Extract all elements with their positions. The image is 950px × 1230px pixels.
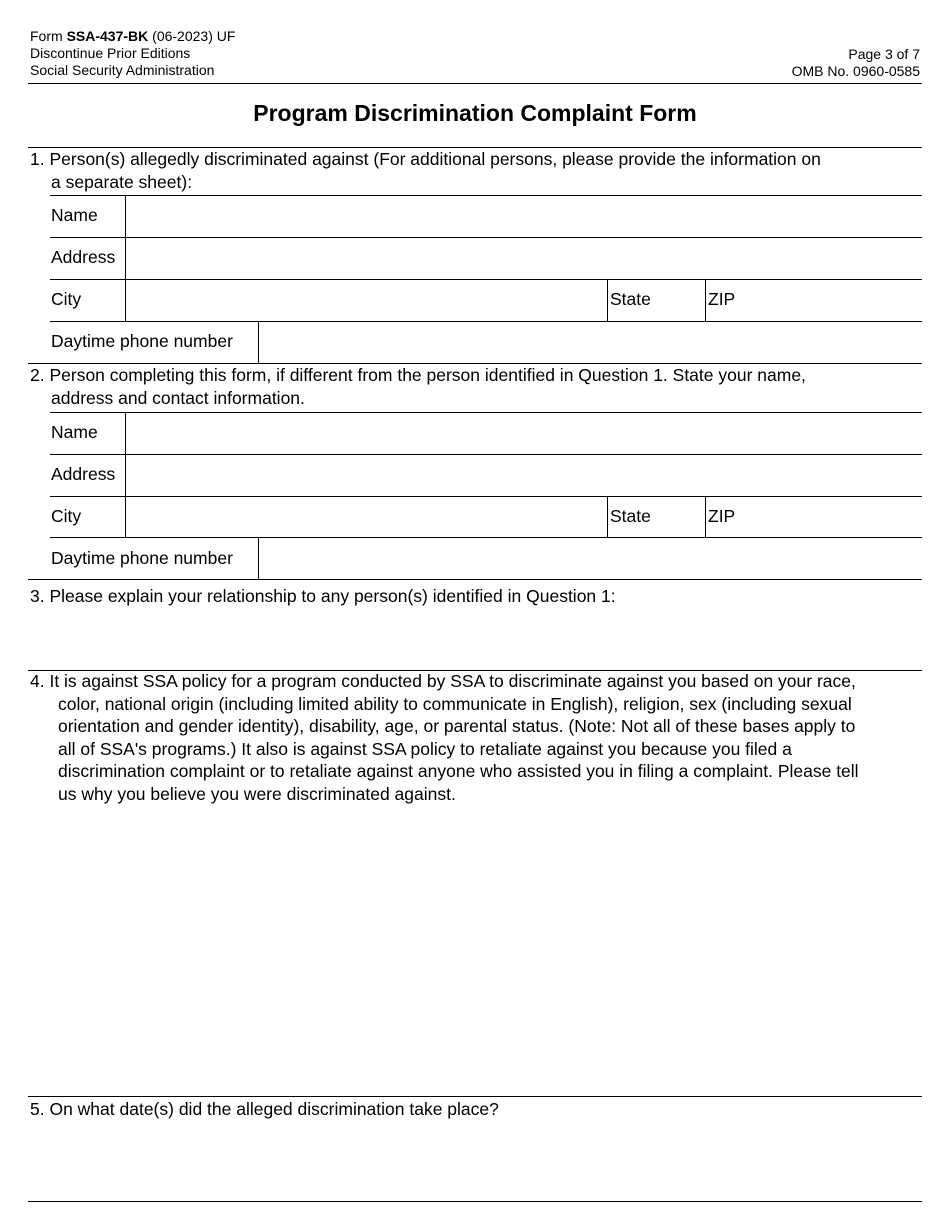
q2-zip-label: ZIP: [708, 506, 736, 526]
q2-zip-input[interactable]: [745, 497, 924, 539]
form-header-left: [30, 28, 235, 79]
q2-name-label: Name: [51, 422, 98, 442]
q1-phone-input[interactable]: [260, 322, 924, 364]
q1-state-label: State: [610, 289, 651, 309]
q3-top-rule: [28, 579, 922, 580]
page-number: Page 3 of 7: [848, 46, 920, 62]
agency-name: Social Security Administration: [30, 62, 215, 78]
q1-label-col-divider: [125, 195, 126, 321]
omb-number: OMB No. 0960-0585: [791, 63, 920, 79]
q2-state-divider: [607, 496, 608, 537]
q2-city-label: City: [51, 506, 82, 526]
q2-label-col-divider: [125, 412, 126, 537]
q5-top-rule: [28, 1096, 922, 1097]
q1-zip-divider: [705, 279, 706, 321]
q1-name-label: Name: [51, 205, 98, 225]
q1-state-input[interactable]: [655, 280, 707, 322]
q3-text: 3. Please explain your relationship to any person(s) identified in Question 1:: [30, 586, 616, 606]
q2-zip-divider: [705, 496, 706, 537]
form-header-right: [792, 46, 920, 80]
q2-state-label: State: [610, 506, 651, 526]
q1-text: 1. Person(s) allegedly discriminated against (For additional persons, please provide the information on a separate sheet):: [30, 149, 821, 192]
q1-phone-label: Daytime phone number: [51, 331, 233, 351]
q2-name-input[interactable]: [127, 413, 924, 455]
q1-zip-label: ZIP: [708, 289, 736, 309]
q2-phone-divider: [258, 537, 259, 579]
form-number: SSA-437-BK: [66, 28, 149, 44]
q2-text: 2. Person completing this form, if different from the person identified in Question 1. State your name, address and contact information.: [30, 365, 806, 408]
q1-address-label: Address: [51, 247, 116, 267]
q2-city-input[interactable]: [127, 497, 609, 539]
q1-name-input[interactable]: [127, 196, 924, 238]
form-id: Form SSA-437-BK (06-2023) UF: [30, 28, 236, 44]
q1-zip-input[interactable]: [745, 280, 924, 322]
q2-address-input[interactable]: [127, 455, 924, 497]
q4-text: 4. It is against SSA policy for a program conducted by SSA to discriminate against you based on your race, color, national origin (including limited ability to communicate in English), religion, sex (including sexual orientation and gender identity), disability, age, or parental status. (Note: Not all of these bases apply to all of SSA's programs.) It also is against SSA policy to retaliate against you because you filed a discrimination complaint or to retaliate against anyone who assisted you in filing a complaint. Please tell us why you believe you were discriminated against.: [30, 671, 859, 804]
q2-state-input[interactable]: [655, 497, 707, 539]
q2-phone-label: Daytime phone number: [51, 548, 233, 568]
q1-phone-divider: [258, 321, 259, 363]
q1-city-input[interactable]: [127, 280, 609, 322]
page-title: Program Discrimination Complaint Form: [253, 100, 697, 126]
q2-address-label: Address: [51, 464, 116, 484]
q5-answer-area[interactable]: [30, 1124, 924, 1200]
q1-state-divider: [607, 279, 608, 321]
discontinue-notice: Discontinue Prior Editions: [30, 45, 191, 61]
q5-bottom-rule: [28, 1201, 922, 1202]
q1-address-input[interactable]: [127, 238, 924, 280]
q1-city-label: City: [51, 289, 82, 309]
q5-text: 5. On what date(s) did the alleged discrimination take place?: [30, 1099, 499, 1119]
q3-answer-area[interactable]: [30, 610, 924, 670]
header-divider: [28, 83, 922, 84]
q4-answer-area[interactable]: [30, 810, 924, 1094]
q2-phone-input[interactable]: [260, 538, 924, 580]
